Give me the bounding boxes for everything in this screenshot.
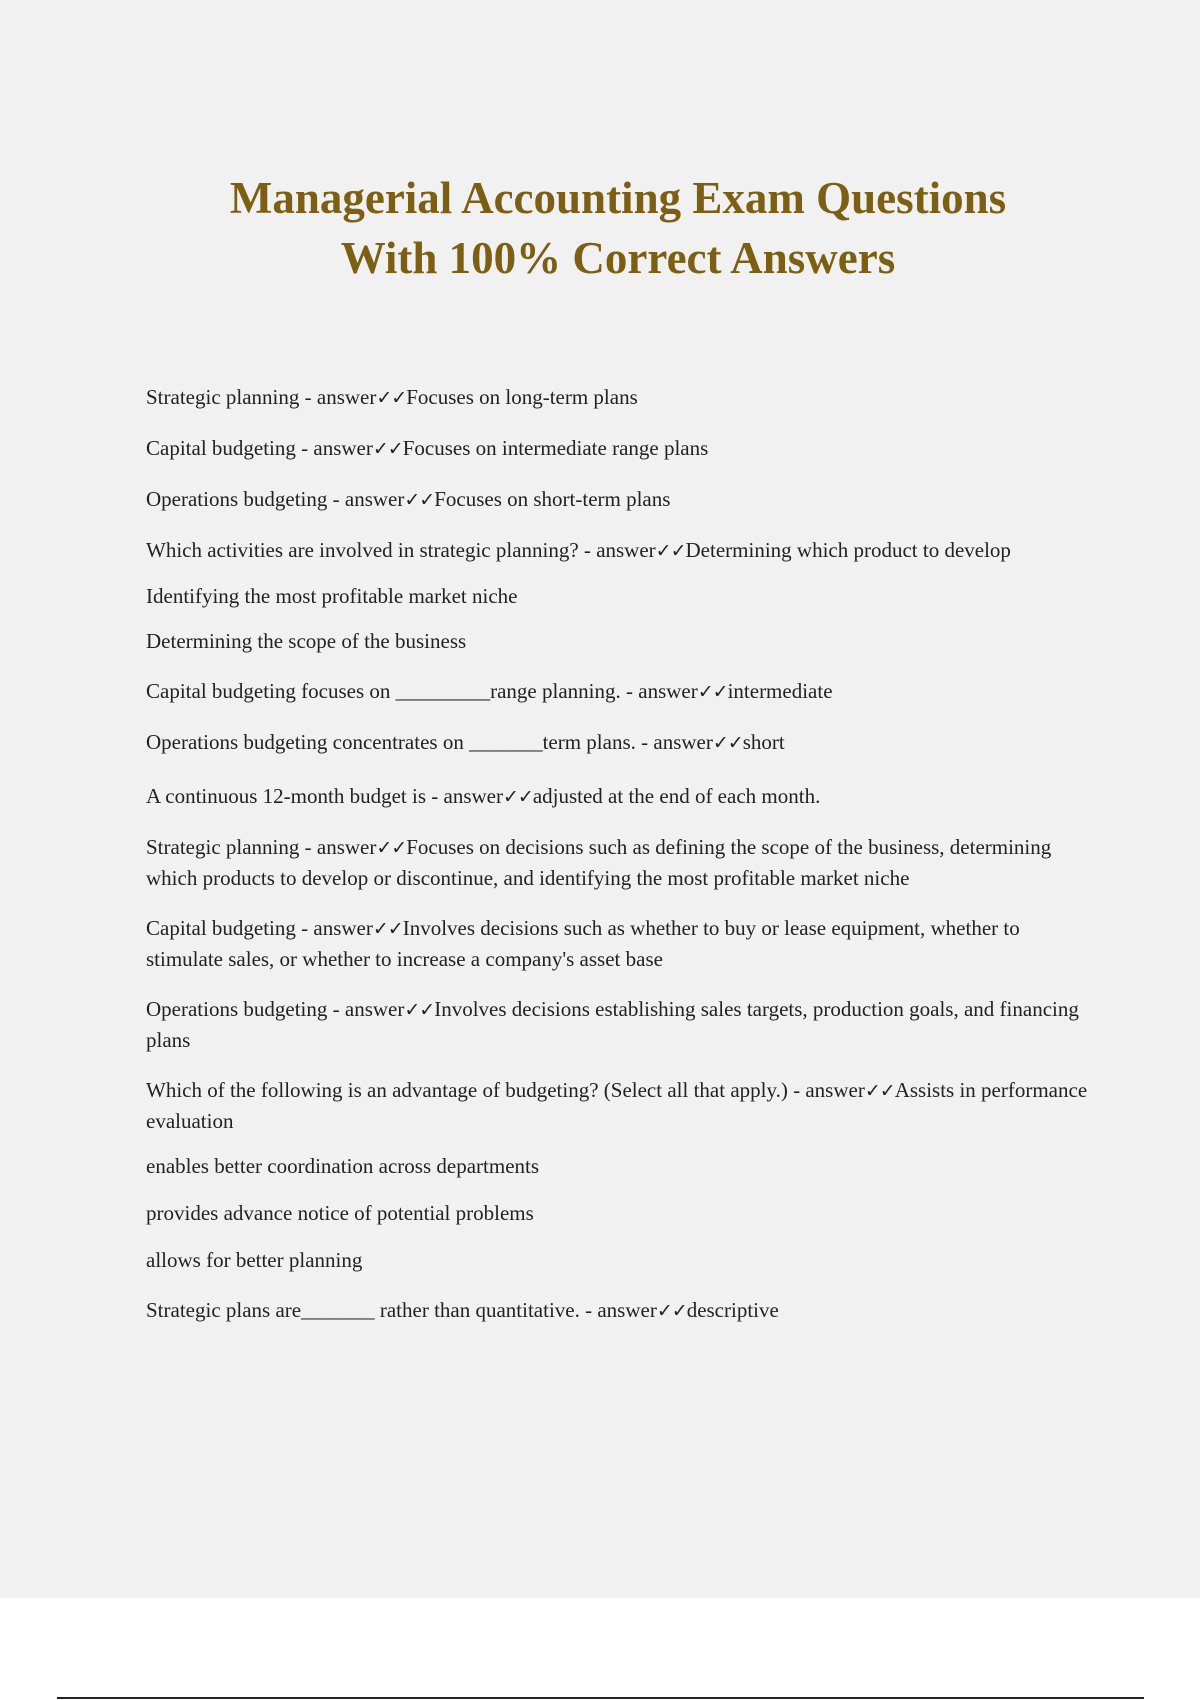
answer-text: Focuses on intermediate range plans <box>402 436 709 460</box>
qa-item <box>146 1295 1096 1326</box>
answer-text: Focuses on short-term plans <box>434 487 671 511</box>
check-mark-icon: ✓✓ <box>655 540 686 562</box>
qa-item <box>146 781 1096 812</box>
qa-item <box>146 382 1096 413</box>
answer-marker: answer <box>313 436 373 460</box>
answer-marker: answer <box>344 487 405 511</box>
question-text: Strategic planning - <box>146 835 317 859</box>
answer-continuation: provides advance notice of potential problems <box>146 1201 534 1225</box>
qa-item <box>146 994 1096 1055</box>
answer-text: Determining which product to develop <box>685 538 1011 562</box>
question-text: Which of the following is an advantage of budgeting? (Select all that apply.) - <box>146 1078 806 1102</box>
qa-list <box>146 382 1096 1326</box>
answer-text: Assists in performance evaluation <box>146 1078 1088 1133</box>
qa-item <box>146 484 1096 515</box>
question-text: Operations budgeting concentrates on _______term plans. - <box>146 730 654 754</box>
answer-marker: answer <box>597 1298 657 1322</box>
answer-text: short <box>742 730 785 754</box>
answer-continuation: enables better coordination across departments <box>146 1154 540 1178</box>
question-text: Capital budgeting focuses on _________range planning. - <box>146 679 639 703</box>
answer-continuation: Identifying the most profitable market niche <box>146 584 518 608</box>
footer-divider <box>57 1697 1144 1699</box>
qa-item <box>146 676 1096 707</box>
check-mark-icon: ✓✓ <box>502 786 533 808</box>
page-title <box>0 168 1200 288</box>
answer-marker: answer <box>313 916 373 940</box>
answer-marker: answer <box>344 997 405 1021</box>
answer-marker: answer <box>653 730 713 754</box>
question-text: Operations budgeting - <box>146 487 345 511</box>
answer-marker: answer <box>443 784 503 808</box>
answer-text: Focuses on decisions such as defining the scope of the business, determining which products to develop or discontinue, and identifying the most profitable market niche <box>146 835 1052 890</box>
check-mark-icon: ✓✓ <box>404 489 435 511</box>
qa-item <box>146 832 1096 893</box>
check-mark-icon: ✓✓ <box>376 837 407 859</box>
check-mark-icon: ✓✓ <box>404 999 435 1021</box>
answer-marker: answer <box>596 538 656 562</box>
check-mark-icon: ✓✓ <box>656 1300 687 1322</box>
answer-continuation: Determining the scope of the business <box>146 629 467 653</box>
check-mark-icon: ✓✓ <box>372 918 403 940</box>
title-line-1: Managerial Accounting Exam Questions <box>229 173 1007 223</box>
qa-item <box>146 433 1096 464</box>
question-text: Strategic plans are_______ rather than quantitative. - <box>146 1298 598 1322</box>
answer-text: intermediate <box>727 679 833 703</box>
question-text: Capital budgeting - <box>146 916 314 940</box>
check-mark-icon: ✓✓ <box>864 1080 895 1102</box>
question-text: Which activities are involved in strategic planning? - <box>146 538 597 562</box>
answer-marker: answer <box>316 385 377 409</box>
check-mark-icon: ✓✓ <box>372 438 403 460</box>
qa-item <box>146 913 1096 974</box>
check-mark-icon: ✓✓ <box>376 387 407 409</box>
answer-text: Involves decisions such as whether to buy or lease equipment, whether to stimulate sales, or whether to increase a company's asset base <box>146 916 1020 971</box>
question-text: Operations budgeting - <box>146 997 345 1021</box>
question-text: Strategic planning - <box>146 385 317 409</box>
answer-continuation: allows for better planning <box>146 1248 363 1272</box>
answer-text: adjusted at the end of each month. <box>532 784 821 808</box>
question-text: Capital budgeting - <box>146 436 314 460</box>
qa-item <box>146 1075 1096 1136</box>
answer-text: Focuses on long-term plans <box>406 385 638 409</box>
answer-text: Involves decisions establishing sales targets, production goals, and financing plans <box>146 997 1079 1052</box>
check-mark-icon: ✓✓ <box>712 732 743 754</box>
answer-marker: answer <box>805 1078 865 1102</box>
answer-text: descriptive <box>686 1298 779 1322</box>
qa-item <box>146 727 1096 758</box>
qa-item <box>146 535 1096 566</box>
answer-marker: answer <box>316 835 377 859</box>
check-mark-icon: ✓✓ <box>697 681 728 703</box>
question-text: A continuous 12-month budget is - <box>146 784 444 808</box>
title-line-2: With 100% Correct Answers <box>340 233 896 283</box>
answer-marker: answer <box>638 679 698 703</box>
